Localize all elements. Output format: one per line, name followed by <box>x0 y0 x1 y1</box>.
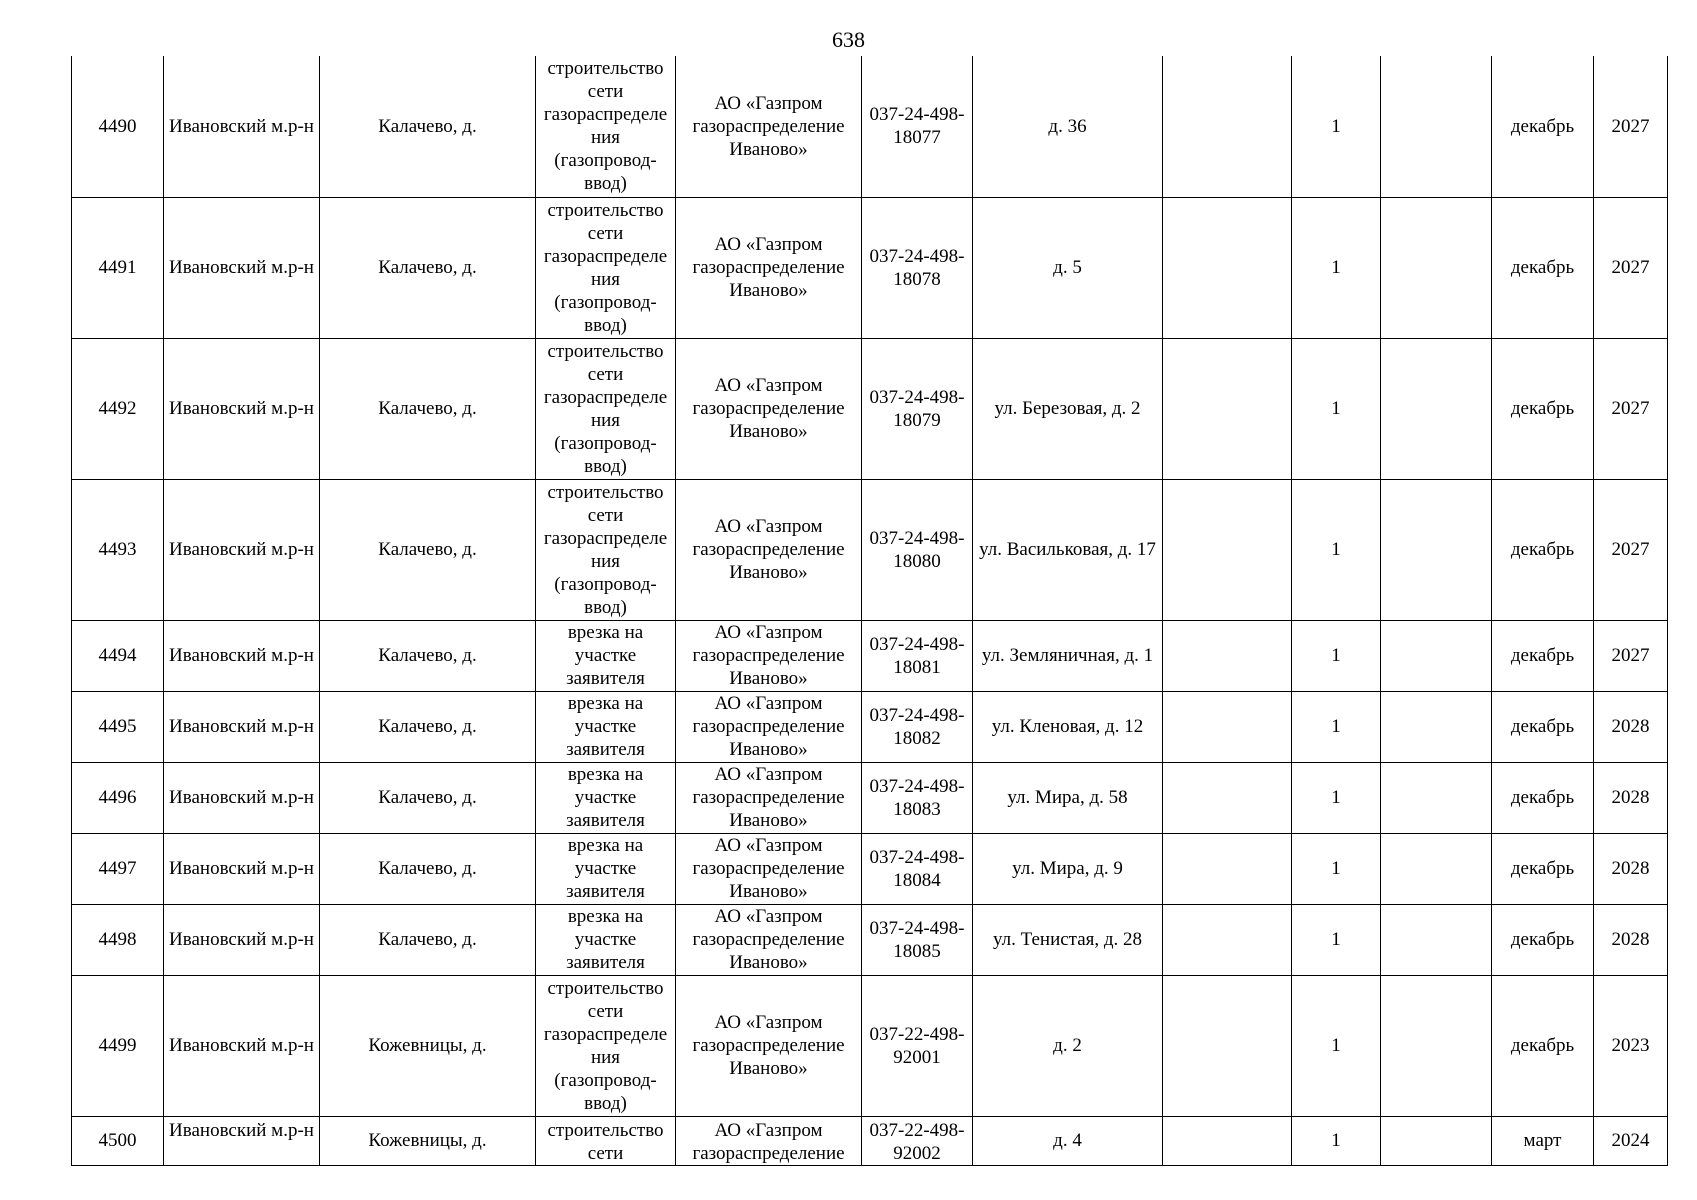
code-cell: 037-24-498-18079 <box>862 338 973 479</box>
settlement-cell: Калачево, д. <box>320 762 536 833</box>
address-cell: д. 5 <box>973 197 1163 338</box>
district-cell: Ивановский м.р-н <box>164 975 320 1116</box>
quantity-cell: 1 <box>1292 691 1381 762</box>
settlement-cell: Кожевницы, д. <box>320 1116 536 1165</box>
work-type-cell: строительство сети газораспределения (газопровод-ввод) <box>536 338 676 479</box>
page-number: 638 <box>832 27 865 52</box>
empty-cell <box>1163 1116 1292 1165</box>
row-number: 4498 <box>72 904 164 975</box>
empty-cell <box>1163 833 1292 904</box>
month-cell: декабрь <box>1492 691 1594 762</box>
code-cell: 037-24-498-18078 <box>862 197 973 338</box>
year-cell: 2027 <box>1594 56 1668 197</box>
quantity-cell: 1 <box>1292 975 1381 1116</box>
settlement-cell: Калачево, д. <box>320 904 536 975</box>
settlement-cell: Кожевницы, д. <box>320 975 536 1116</box>
year-cell: 2028 <box>1594 904 1668 975</box>
quantity-cell: 1 <box>1292 904 1381 975</box>
month-cell: декабрь <box>1492 479 1594 620</box>
district-cell: Ивановский м.р-н <box>164 338 320 479</box>
empty-cell <box>1163 338 1292 479</box>
empty-cell <box>1163 691 1292 762</box>
quantity-cell: 1 <box>1292 197 1381 338</box>
work-type-cell: врезка на участке заявителя <box>536 620 676 691</box>
settlement-cell: Калачево, д. <box>320 620 536 691</box>
empty-cell <box>1381 620 1492 691</box>
row-number: 4492 <box>72 338 164 479</box>
empty-cell <box>1163 904 1292 975</box>
work-type-cell: строительство сети <box>536 1116 676 1165</box>
address-cell: ул. Васильковая, д. 17 <box>973 479 1163 620</box>
settlement-cell: Калачево, д. <box>320 338 536 479</box>
table-row <box>72 197 1668 338</box>
row-number: 4491 <box>72 197 164 338</box>
quantity-cell: 1 <box>1292 620 1381 691</box>
table-row <box>72 620 1668 691</box>
code-cell: 037-24-498-18081 <box>862 620 973 691</box>
month-cell: декабрь <box>1492 56 1594 197</box>
month-cell: март <box>1492 1116 1594 1165</box>
district-cell: Ивановский м.р-н <box>164 904 320 975</box>
quantity-cell: 1 <box>1292 479 1381 620</box>
organization-cell: АО «Газпром газораспределение <box>676 1116 862 1165</box>
year-cell: 2027 <box>1594 197 1668 338</box>
month-cell: декабрь <box>1492 620 1594 691</box>
year-cell: 2028 <box>1594 762 1668 833</box>
address-cell: ул. Мира, д. 9 <box>973 833 1163 904</box>
row-number: 4496 <box>72 762 164 833</box>
empty-cell <box>1163 56 1292 197</box>
month-cell: декабрь <box>1492 338 1594 479</box>
organization-cell: АО «Газпром газораспределение Иваново» <box>676 904 862 975</box>
quantity-cell: 1 <box>1292 1116 1381 1165</box>
quantity-cell: 1 <box>1292 762 1381 833</box>
work-type-cell: строительство сети газораспределения (газопровод-ввод) <box>536 197 676 338</box>
address-cell: д. 4 <box>973 1116 1163 1165</box>
table-row <box>72 975 1668 1116</box>
empty-cell <box>1381 833 1492 904</box>
address-cell: ул. Мира, д. 58 <box>973 762 1163 833</box>
code-cell: 037-24-498-18084 <box>862 833 973 904</box>
row-number: 4490 <box>72 56 164 197</box>
address-cell: ул. Земляничная, д. 1 <box>973 620 1163 691</box>
quantity-cell: 1 <box>1292 833 1381 904</box>
table-row <box>72 338 1668 479</box>
empty-cell <box>1163 197 1292 338</box>
code-cell: 037-24-498-18077 <box>862 56 973 197</box>
organization-cell: АО «Газпром газораспределение Иваново» <box>676 197 862 338</box>
month-cell: декабрь <box>1492 904 1594 975</box>
empty-cell <box>1163 479 1292 620</box>
year-cell: 2024 <box>1594 1116 1668 1165</box>
year-cell: 2028 <box>1594 833 1668 904</box>
organization-cell: АО «Газпром газораспределение Иваново» <box>676 762 862 833</box>
empty-cell <box>1163 975 1292 1116</box>
district-cell: Ивановский м.р-н <box>164 479 320 620</box>
code-cell: 037-24-498-18082 <box>862 691 973 762</box>
organization-cell: АО «Газпром газораспределение Иваново» <box>676 620 862 691</box>
organization-cell: АО «Газпром газораспределение Иваново» <box>676 479 862 620</box>
organization-cell: АО «Газпром газораспределение Иваново» <box>676 338 862 479</box>
registry-body <box>72 56 1668 1165</box>
month-cell: декабрь <box>1492 197 1594 338</box>
work-type-cell: врезка на участке заявителя <box>536 833 676 904</box>
registry-table <box>71 56 1668 1166</box>
settlement-cell: Калачево, д. <box>320 56 536 197</box>
organization-cell: АО «Газпром газораспределение Иваново» <box>676 56 862 197</box>
organization-cell: АО «Газпром газораспределение Иваново» <box>676 975 862 1116</box>
empty-cell <box>1381 479 1492 620</box>
district-cell: Ивановский м.р-н <box>164 691 320 762</box>
empty-cell <box>1381 1116 1492 1165</box>
district-cell: Ивановский м.р-н <box>164 1116 320 1165</box>
code-cell: 037-24-498-18083 <box>862 762 973 833</box>
table-row <box>72 691 1668 762</box>
empty-cell <box>1381 338 1492 479</box>
empty-cell <box>1163 620 1292 691</box>
empty-cell <box>1381 691 1492 762</box>
table-row <box>72 1116 1668 1165</box>
work-type-cell: врезка на участке заявителя <box>536 762 676 833</box>
row-number: 4499 <box>72 975 164 1116</box>
code-cell: 037-24-498-18080 <box>862 479 973 620</box>
row-number: 4495 <box>72 691 164 762</box>
work-type-cell: строительство сети газораспределения (газопровод-ввод) <box>536 56 676 197</box>
work-type-cell: врезка на участке заявителя <box>536 904 676 975</box>
settlement-cell: Калачево, д. <box>320 691 536 762</box>
month-cell: декабрь <box>1492 762 1594 833</box>
empty-cell <box>1381 975 1492 1116</box>
address-cell: д. 36 <box>973 56 1163 197</box>
district-cell: Ивановский м.р-н <box>164 833 320 904</box>
code-cell: 037-22-498-92001 <box>862 975 973 1116</box>
year-cell: 2023 <box>1594 975 1668 1116</box>
settlement-cell: Калачево, д. <box>320 479 536 620</box>
year-cell: 2028 <box>1594 691 1668 762</box>
address-cell: ул. Березовая, д. 2 <box>973 338 1163 479</box>
empty-cell <box>1381 197 1492 338</box>
table-row <box>72 56 1668 197</box>
empty-cell <box>1163 762 1292 833</box>
district-cell: Ивановский м.р-н <box>164 56 320 197</box>
year-cell: 2027 <box>1594 338 1668 479</box>
quantity-cell: 1 <box>1292 56 1381 197</box>
work-type-cell: врезка на участке заявителя <box>536 691 676 762</box>
month-cell: декабрь <box>1492 833 1594 904</box>
table-row <box>72 904 1668 975</box>
year-cell: 2027 <box>1594 479 1668 620</box>
code-cell: 037-24-498-18085 <box>862 904 973 975</box>
year-cell: 2027 <box>1594 620 1668 691</box>
row-number: 4500 <box>72 1116 164 1165</box>
address-cell: ул. Тенистая, д. 28 <box>973 904 1163 975</box>
work-type-cell: строительство сети газораспределения (газопровод-ввод) <box>536 479 676 620</box>
row-number: 4494 <box>72 620 164 691</box>
address-cell: д. 2 <box>973 975 1163 1116</box>
row-number: 4493 <box>72 479 164 620</box>
table-row <box>72 479 1668 620</box>
organization-cell: АО «Газпром газораспределение Иваново» <box>676 691 862 762</box>
empty-cell <box>1381 56 1492 197</box>
empty-cell <box>1381 762 1492 833</box>
empty-cell <box>1381 904 1492 975</box>
district-cell: Ивановский м.р-н <box>164 197 320 338</box>
table-row <box>72 762 1668 833</box>
address-cell: ул. Кленовая, д. 12 <box>973 691 1163 762</box>
month-cell: декабрь <box>1492 975 1594 1116</box>
quantity-cell: 1 <box>1292 338 1381 479</box>
code-cell: 037-22-498-92002 <box>862 1116 973 1165</box>
work-type-cell: строительство сети газораспределения (газопровод-ввод) <box>536 975 676 1116</box>
district-cell: Ивановский м.р-н <box>164 620 320 691</box>
row-number: 4497 <box>72 833 164 904</box>
settlement-cell: Калачево, д. <box>320 197 536 338</box>
table-row <box>72 833 1668 904</box>
district-cell: Ивановский м.р-н <box>164 762 320 833</box>
settlement-cell: Калачево, д. <box>320 833 536 904</box>
organization-cell: АО «Газпром газораспределение Иваново» <box>676 833 862 904</box>
